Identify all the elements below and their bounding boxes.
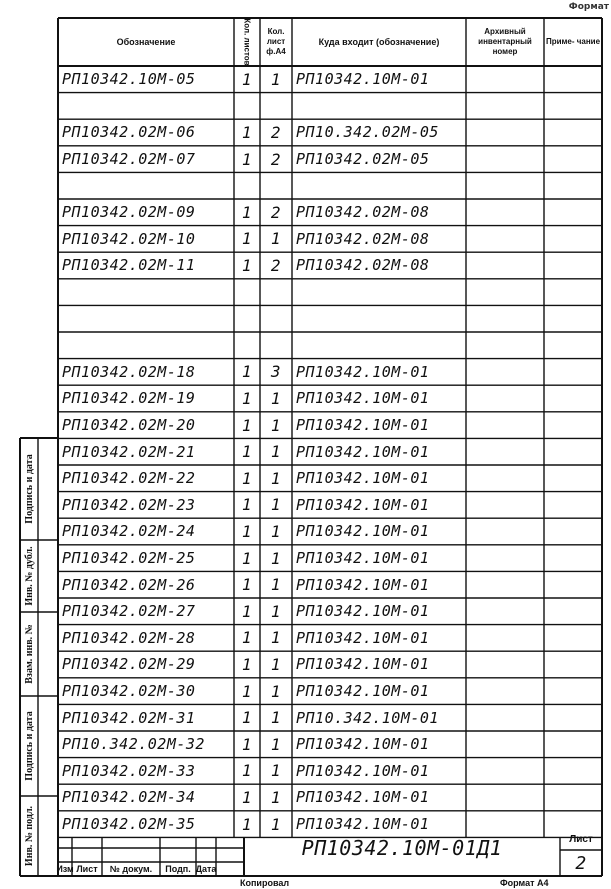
cell-where: РП10342.10М-01 [296,549,430,568]
cell-sheets [234,93,260,120]
cell-sheets: 1 [241,468,253,488]
cell-sheets: 1 [241,814,253,834]
title-block-col-label: Дата [195,864,217,874]
cell-where: РП10342.10М-01 [296,815,430,834]
cell-where: РП10342.02М-08 [296,229,430,248]
cell-where: РП10.342.02М-05 [296,123,439,142]
cell-sheets: 1 [241,362,253,382]
cell-a4: 2 [270,202,282,222]
cell-a4: 1 [270,708,282,728]
cell-sheets: 1 [241,681,253,701]
cell-sheets: 1 [241,388,253,408]
cell-a4: 1 [270,495,282,515]
cell-a4: 2 [270,122,282,142]
cell-sheets: 1 [241,521,253,541]
cell-sheets [234,172,260,199]
side-label: Инв. № дубл. [24,546,35,606]
header-sheets-count [234,18,260,66]
cell-where: РП10342.10М-01 [296,602,430,621]
title-block-col-label: Подп. [165,864,191,874]
cell-designation: РП10342.02М-33 [62,761,196,780]
cell-sheets: 1 [241,495,253,515]
cell-sheets: 1 [241,575,253,595]
cell-designation: РП10342.02М-11 [62,256,196,275]
cell-sheets [234,279,260,306]
cell-where: РП10342.10М-01 [296,416,430,435]
side-label: Взам. инв. № [24,624,35,684]
cell-a4: 1 [270,69,282,89]
header-archive-number: Архивный инвентарный номер [478,27,532,56]
cell-where: РП10342.10М-01 [296,469,430,488]
cell-designation: РП10342.02М-29 [62,655,196,674]
cell-a4 [260,279,292,306]
cell-designation: РП10342.02М-23 [62,495,196,514]
cell-where [296,279,464,306]
cell-a4: 1 [270,548,282,568]
cell-sheets: 1 [241,229,253,249]
cell-a4 [260,332,292,359]
cell-where: РП10342.02М-05 [296,150,430,169]
cell-designation [62,332,232,359]
cell-a4: 1 [270,761,282,781]
cell-where: РП10342.10М-01 [296,735,430,754]
cell-a4 [260,305,292,332]
cell-designation: РП10342.02М-25 [62,549,196,568]
cell-sheets: 1 [241,202,253,222]
side-label: Подпись и дата [24,454,35,524]
header-sheets-count-text: Кол. листов [243,18,253,66]
cell-sheets: 1 [241,787,253,807]
cell-sheets [234,332,260,359]
cell-sheets: 1 [241,628,253,648]
cell-designation: РП10342.02М-09 [62,203,196,222]
title-block-col-label: Лист [76,864,98,874]
cell-designation: РП10342.02М-06 [62,123,196,142]
cell-where: РП10342.10М-01 [296,362,430,381]
cell-designation: РП10342.02М-35 [62,815,196,834]
title-block-sheet-label: Лист [569,834,593,845]
cell-where: РП10342.10М-01 [296,628,430,647]
cell-designation [62,305,232,332]
cell-where: РП10342.02М-08 [296,256,430,275]
cell-a4: 3 [270,362,282,382]
cell-designation: РП10342.02М-22 [62,469,196,488]
cell-designation: РП10342.02М-18 [62,362,196,381]
footer-format: Формат А4 [500,877,549,888]
cell-where: РП10342.02М-08 [296,203,430,222]
format-top-label: Формат [568,2,609,12]
cell-a4: 2 [270,255,282,275]
cell-designation: РП10342.02М-19 [62,389,196,408]
cell-sheets: 1 [241,654,253,674]
cell-where: РП10342.10М-01 [296,655,430,674]
cell-where: РП10342.10М-01 [296,522,430,541]
cell-sheets: 1 [241,122,253,142]
header-designation: Обозначение [116,37,176,47]
cell-a4: 1 [270,229,282,249]
cell-where: РП10342.10М-01 [296,70,430,89]
cell-where: РП10342.10М-01 [296,682,430,701]
side-label: Подпись и дата [24,711,35,781]
title-block-sheet-value: 2 [575,852,587,874]
cell-a4: 1 [270,787,282,807]
header-sheets-a4: Кол. лист ф.А4 [266,27,286,56]
cell-where: РП10342.10М-01 [296,442,430,461]
cell-where [296,93,464,120]
cell-a4: 1 [270,468,282,488]
cell-designation: РП10342.02М-34 [62,788,196,807]
cell-designation [62,93,232,120]
cell-where [296,172,464,199]
cell-a4: 1 [270,442,282,462]
cell-a4: 1 [270,575,282,595]
cell-sheets: 1 [241,69,253,89]
cell-sheets: 1 [241,149,253,169]
cell-where: РП10342.10М-01 [296,761,430,780]
cell-sheets: 1 [241,601,253,621]
cell-sheets: 1 [241,415,253,435]
cell-sheets: 1 [241,255,253,275]
cell-designation: РП10342.02М-28 [62,628,196,647]
cell-designation: РП10342.02М-30 [62,682,196,701]
header-note: Приме- чание [545,37,601,46]
cell-a4 [260,172,292,199]
cell-designation [62,279,232,306]
cell-designation [62,172,232,199]
cell-sheets: 1 [241,442,253,462]
cell-sheets: 1 [241,548,253,568]
cell-where: РП10.342.10М-01 [296,708,439,727]
cell-sheets: 1 [241,734,253,754]
title-block-col-label: Изм [56,864,74,874]
cell-a4: 1 [270,681,282,701]
cell-designation: РП10.342.02М-32 [62,735,205,754]
cell-where: РП10342.10М-01 [296,788,430,807]
cell-a4: 1 [270,521,282,541]
header-where-used: Куда входит (обозначение) [318,37,440,47]
cell-a4: 1 [270,601,282,621]
cell-where: РП10342.10М-01 [296,389,430,408]
cell-designation: РП10342.02М-24 [62,522,196,541]
cell-designation: РП10342.02М-27 [62,602,196,621]
cell-where [296,305,464,332]
cell-sheets [234,305,260,332]
footer-copied: Копировал [240,877,290,888]
title-block-col-label: № докум. [109,864,153,874]
cell-a4: 1 [270,415,282,435]
cell-designation: РП10342.02М-20 [62,416,196,435]
cell-a4: 1 [270,628,282,648]
cell-designation: РП10342.02М-21 [62,442,196,461]
cell-where: РП10342.10М-01 [296,495,430,514]
cell-sheets: 1 [241,761,253,781]
cell-designation: РП10342.02М-07 [62,150,196,169]
title-block-doc-number: РП10342.10М-01Д1 [301,836,503,860]
cell-designation: РП10342.02М-26 [62,575,196,594]
cell-a4: 1 [270,654,282,674]
cell-a4 [260,93,292,120]
cell-designation: РП10342.02М-31 [62,708,196,727]
cell-a4: 1 [270,814,282,834]
cell-designation: РП10342.10М-05 [62,70,196,89]
cell-a4: 2 [270,149,282,169]
cell-where [296,332,464,359]
cell-a4: 1 [270,734,282,754]
cell-a4: 1 [270,388,282,408]
cell-sheets: 1 [241,708,253,728]
side-label: Инв. № подл. [24,805,35,867]
cell-where: РП10342.10М-01 [296,575,430,594]
cell-designation: РП10342.02М-10 [62,229,196,248]
